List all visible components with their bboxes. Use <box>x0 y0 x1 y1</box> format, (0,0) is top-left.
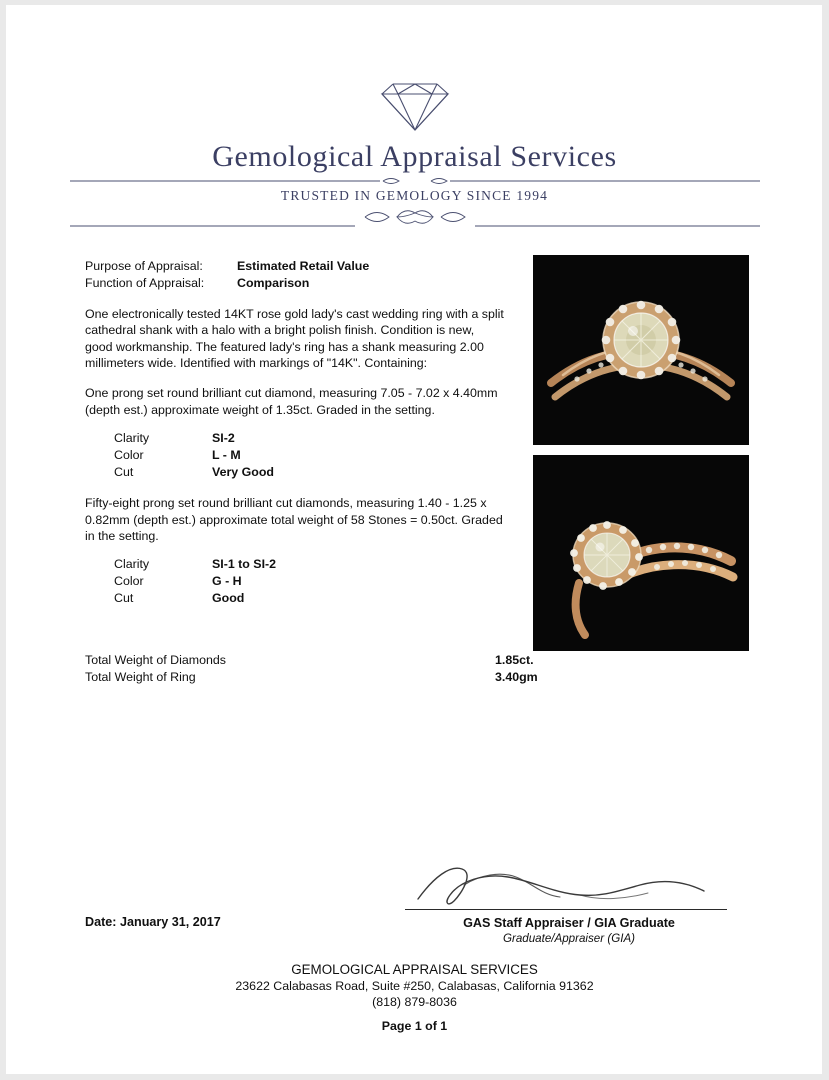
ring-photo-angled-view <box>533 455 749 651</box>
signature-line <box>405 909 727 910</box>
center-stone-spec-table <box>114 430 505 481</box>
spec-row <box>114 447 505 464</box>
spec-value: SI-1 to SI-2 <box>212 557 277 572</box>
document-body <box>85 258 505 607</box>
spec-value: G - H <box>212 574 242 589</box>
document-footer <box>0 962 829 1034</box>
footer-company: GEMOLOGICAL APPRAISAL SERVICES <box>291 962 538 977</box>
ring-image-angled <box>533 455 749 651</box>
spec-value: Very Good <box>212 465 274 480</box>
total-value: 3.40gm <box>495 670 538 684</box>
total-weight-of-diamonds-row <box>85 652 605 669</box>
spec-label: Cut <box>114 465 134 480</box>
description-paragraph-ring: One electronically tested 14KT rose gold lady's cast wedding ring with a split cathedral shank with a halo with a bright polish finish. Condition is new, good workmanship. The featured lady's ring has a shank measuring 2.00 millimeters wide. Identified with markings of "14K". Containing: <box>85 306 504 371</box>
totals-block <box>85 652 605 686</box>
footer-address: 23622 Calabasas Road, Suite #250, Calabasas, California 91362 <box>235 979 594 993</box>
field-label: Purpose of Appraisal: <box>85 259 203 273</box>
total-value: 1.85ct. <box>495 653 534 667</box>
spec-row <box>114 430 505 447</box>
field-value: Comparison <box>237 276 310 291</box>
document-header <box>0 78 829 230</box>
brand-subtitle: TRUSTED IN GEMOLOGY SINCE 1994 <box>280 188 549 203</box>
spec-label: Clarity <box>114 557 150 572</box>
field-purpose-of-appraisal <box>85 258 505 274</box>
ring-photo-top-view <box>533 255 749 445</box>
spec-row <box>114 556 505 573</box>
appraiser-signature <box>404 855 734 915</box>
field-value: Estimated Retail Value <box>237 259 370 273</box>
spec-label: Color <box>114 574 144 589</box>
total-weight-of-ring-row <box>85 669 605 686</box>
diamond-icon <box>360 78 470 136</box>
accent-stones-spec-table <box>114 556 505 607</box>
field-label: Function of Appraisal: <box>85 276 205 291</box>
scan-edge-bottom <box>0 1074 829 1080</box>
field-function-of-appraisal <box>85 275 505 291</box>
spec-label: Cut <box>114 591 134 606</box>
total-label: Total Weight of Ring <box>85 670 196 684</box>
spec-label: Clarity <box>114 431 150 446</box>
ring-image-top <box>533 255 749 445</box>
spec-row <box>114 573 505 590</box>
appraisal-date: Date: January 31, 2017 <box>85 915 221 929</box>
spec-value: L - M <box>212 448 241 463</box>
spec-value: SI-2 <box>212 431 235 446</box>
header-rule-top <box>35 176 795 186</box>
appraiser-subtitle: Graduate/Appraiser (GIA) <box>502 932 636 945</box>
spec-label: Color <box>114 448 144 463</box>
brand-title: Gemological Appraisal Services <box>212 140 617 173</box>
spec-row <box>114 590 505 607</box>
scan-edge-top <box>0 0 829 5</box>
description-paragraph-accent-stones: Fifty-eight prong set round brilliant cut diamonds, measuring 1.40 - 1.25 x 0.82mm (depth est.) approximate total weight of 58 Stones = 0.50ct. Graded in the setting. <box>85 496 503 544</box>
spec-value: Good <box>212 591 245 606</box>
total-label: Total Weight of Diamonds <box>85 653 226 667</box>
spec-row <box>114 464 505 481</box>
footer-phone: (818) 879-8036 <box>372 995 457 1009</box>
appraiser-title: GAS Staff Appraiser / GIA Graduate <box>463 916 675 930</box>
header-flourish <box>35 204 795 230</box>
footer-page-number: Page 1 of 1 <box>381 1019 448 1033</box>
description-paragraph-center-stone: One prong set round brilliant cut diamond, measuring 7.05 - 7.02 x 4.40mm (depth est.) approximate weight of 1.35ct. Graded in the setting. <box>85 386 498 417</box>
